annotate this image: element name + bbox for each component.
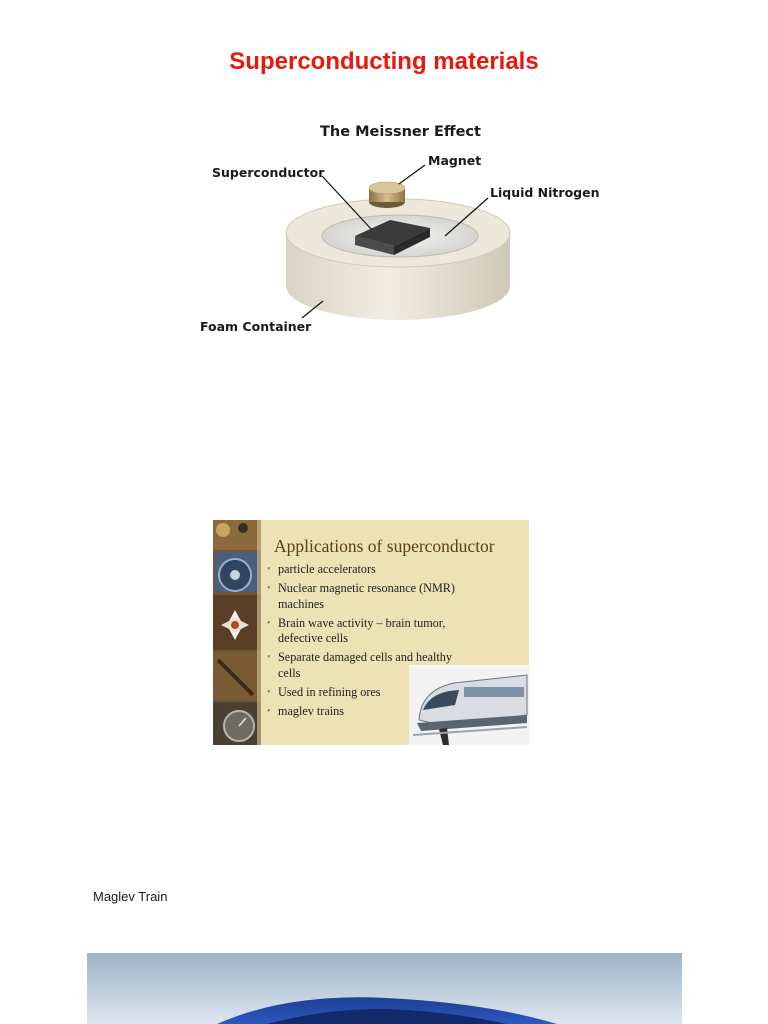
- meissner-diagram: [190, 118, 610, 343]
- label-superconductor: Superconductor: [212, 165, 325, 180]
- list-item: • particle accelerators: [267, 562, 376, 576]
- label-magnet: Magnet: [428, 153, 482, 168]
- list-item: • maglev trains: [267, 703, 344, 718]
- slide-title: Applications of superconductor: [274, 536, 495, 556]
- maglev-train-photo: [87, 953, 682, 1024]
- vintage-collage-image: [213, 520, 261, 745]
- bullet-icon: •: [267, 652, 271, 663]
- bullet-icon: •: [267, 617, 271, 629]
- label-liquid-nitrogen: Liquid Nitrogen: [490, 185, 600, 200]
- page-title: Superconducting materials: [229, 48, 539, 75]
- maglev-train-image: [409, 665, 529, 745]
- list-item: • Nuclear magnetic resonance (NMR) machines: [267, 581, 455, 611]
- label-foam-container: Foam Container: [200, 319, 312, 334]
- bullet-icon: •: [267, 686, 271, 698]
- meissner-figure-title: The Meissner Effect: [320, 124, 481, 140]
- applications-slide: [213, 520, 529, 745]
- list-item: • Separate damaged cells and healthy cells: [267, 650, 452, 680]
- list-item: • Brain wave activity – brain tumor, defective cells: [267, 615, 446, 645]
- bullet-icon: •: [267, 583, 271, 594]
- bullet-icon: •: [267, 564, 271, 575]
- pointer-magnet: [399, 165, 425, 184]
- bullet-icon: •: [267, 705, 271, 717]
- maglev-train-caption: Maglev Train: [93, 889, 168, 904]
- meissner-effect-figure: [190, 118, 610, 343]
- list-item: • Used in refining ores: [267, 684, 381, 699]
